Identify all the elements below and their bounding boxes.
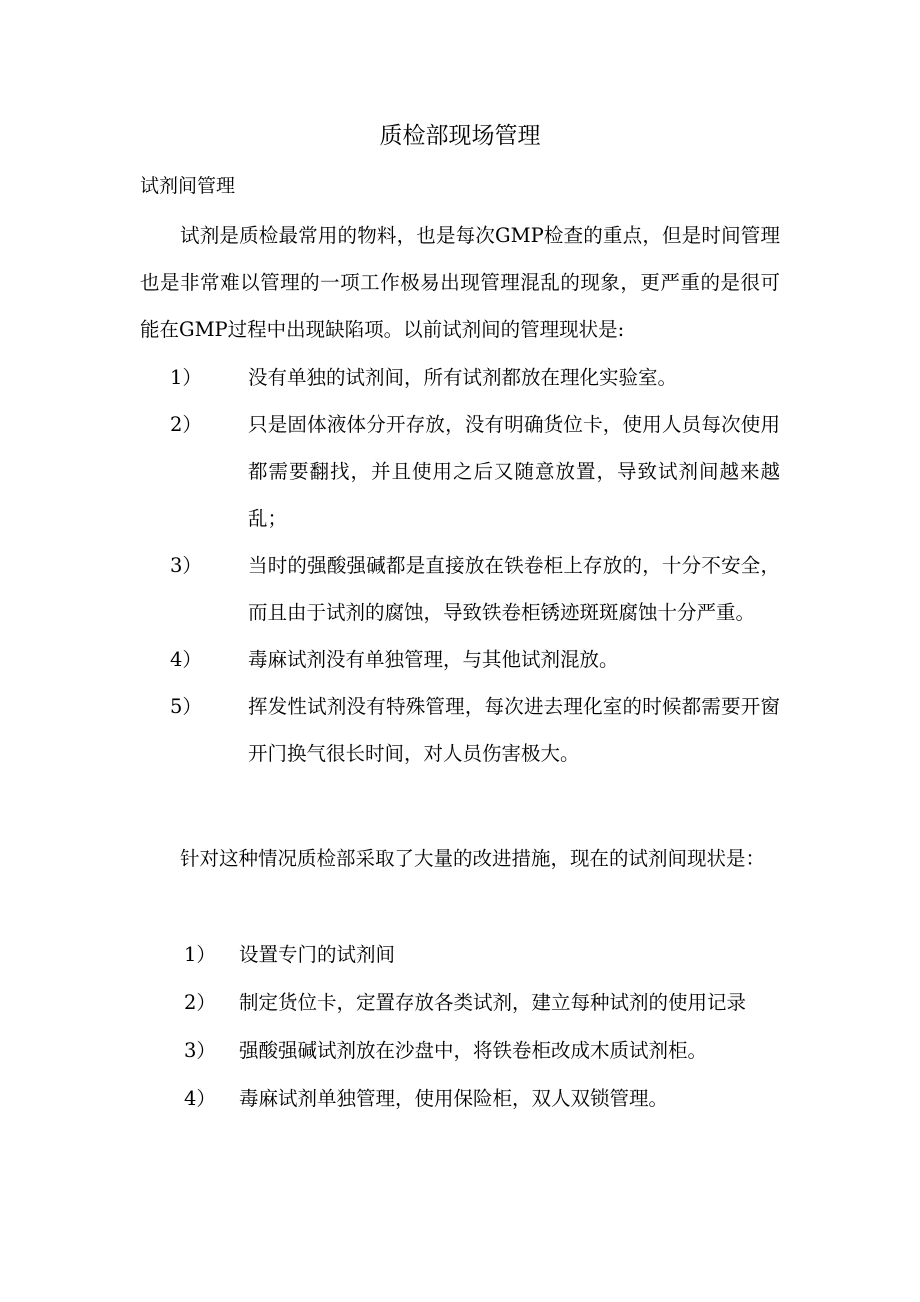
current-measures-list: [140, 931, 780, 1123]
list-item-number: 4）: [184, 1087, 216, 1110]
list-item-number: 1）: [184, 943, 216, 966]
document-title: 质检部现场管理: [379, 123, 541, 149]
list-item: [140, 1027, 780, 1075]
list-item-text: 没有单独的试剂间，所有试剂都放在理化实验室。: [248, 366, 678, 389]
list-item: [140, 636, 780, 683]
list-item-text: 只是固体液体分开存放，没有明确货位卡，使用人员每次使用都需要翻找，并且使用之后又随意放置，导致试剂间越来越乱；: [248, 413, 780, 530]
list-item: [140, 931, 780, 979]
section-heading: 试剂间管理: [140, 175, 236, 197]
list-item-number: 2）: [170, 413, 202, 436]
list-item-text: 当时的强酸强碱都是直接放在铁卷柜上存放的，十分不安全，而且由于试剂的腐蚀，导致铁卷柜锈迹斑斑腐蚀十分严重。: [248, 554, 780, 624]
intro-paragraph: 试剂是质检最常用的物料，也是每次GMP检查的重点，但是时间管理也是非常难以管理的一项工作极易出现管理混乱的现象，更严重的是很可能在GMP过程中出现缺陷项。以前试剂间的管理现状是:: [140, 224, 780, 341]
list-item-number: 4）: [170, 648, 202, 671]
list-item: [140, 683, 780, 777]
list-item-number: 3）: [184, 1039, 216, 1062]
list-item: [140, 1075, 780, 1123]
past-issues-list: [140, 354, 780, 777]
list-item: [140, 542, 780, 636]
list-item-number: 3）: [170, 554, 202, 577]
list-item-text: 毒麻试剂没有单独管理，与其他试剂混放。: [248, 648, 619, 671]
list-item-text: 挥发性试剂没有特殊管理，每次进去理化室的时候都需要开窗开门换气很长时间，对人员伤害极大。: [248, 695, 780, 765]
list-item: [140, 401, 780, 542]
list-item-text: 强酸强碱试剂放在沙盘中，将铁卷柜改成木质试剂柜。: [239, 1039, 708, 1062]
list-item-number: 2）: [184, 991, 216, 1014]
list-item-text: 制定货位卡，定置存放各类试剂，建立每种试剂的使用记录: [239, 991, 747, 1014]
list-item-number: 5）: [170, 695, 202, 718]
list-item-number: 1）: [170, 366, 202, 389]
list-item: [140, 354, 780, 401]
improvement-paragraph: 针对这种情况质检部采取了大量的改进措施，现在的试剂间现状是：: [180, 847, 766, 870]
list-item-text: 设置专门的试剂间: [239, 943, 396, 966]
list-item-text: 毒麻试剂单独管理，使用保险柜，双人双锁管理。: [239, 1087, 669, 1110]
list-item: [140, 979, 780, 1027]
